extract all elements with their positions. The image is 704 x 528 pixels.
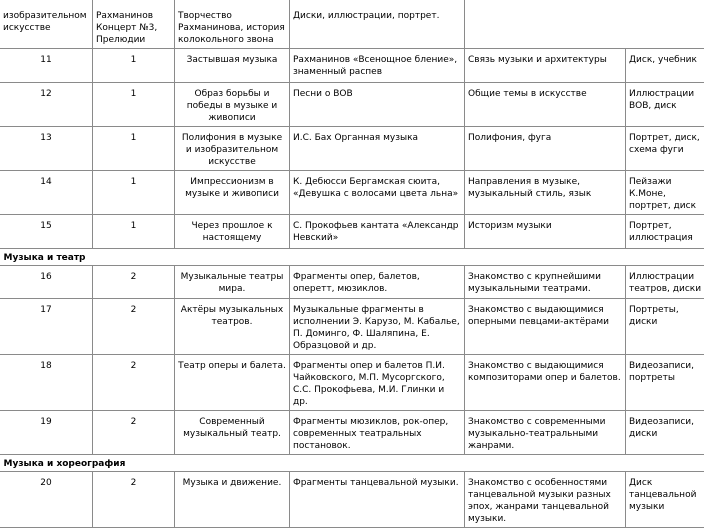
lesson-hours: 2 <box>93 355 175 411</box>
lesson-topic: Импрессионизм в музыке и живописи <box>175 171 290 215</box>
table-row <box>0 355 704 411</box>
lesson-number: 19 <box>0 411 93 455</box>
lesson-connection: Направления в музыке, музыкальный стиль, язык <box>465 171 626 215</box>
lesson-materials: Портрет, диск, схема фуги <box>626 127 704 171</box>
lesson-hours: 1 <box>93 127 175 171</box>
empty-cell <box>465 0 704 49</box>
lesson-materials: Портреты, диски <box>626 299 704 355</box>
lesson-number: 17 <box>0 299 93 355</box>
lesson-number: 16 <box>0 266 93 299</box>
lesson-materials: Диск, учебник <box>626 49 704 83</box>
lesson-number: 15 <box>0 215 93 249</box>
section-title-theatre: Музыка и театр <box>0 249 704 266</box>
lesson-hours: 2 <box>93 299 175 355</box>
lesson-materials: Иллюстрации ВОВ, диск <box>626 83 704 127</box>
lesson-connection: Общие темы в искусстве <box>465 83 626 127</box>
lesson-repertoire: Фрагменты опер, балетов, оперетт, мюзиклов. <box>290 266 465 299</box>
table-row <box>0 83 704 127</box>
table-row <box>0 299 704 355</box>
lesson-connection: Историзм музыки <box>465 215 626 249</box>
lesson-repertoire: Фрагменты танцевальной музыки. <box>290 472 465 528</box>
lesson-materials: Портрет, иллюстрация <box>626 215 704 249</box>
lesson-materials: Видеозаписи, диски <box>626 411 704 455</box>
table-row <box>0 411 704 455</box>
lesson-number: 18 <box>0 355 93 411</box>
lesson-topic: Актёры музыкальных театров. <box>175 299 290 355</box>
lesson-number: 13 <box>0 127 93 171</box>
lesson-topic: Через прошлое к настоящему <box>175 215 290 249</box>
cell-topic-cont: изобразительном искусстве <box>0 0 93 49</box>
table-row <box>0 171 704 215</box>
lesson-connection: Полифония, фуга <box>465 127 626 171</box>
lesson-connection: Знакомство с выдающимися оперными певцами-актёрами <box>465 299 626 355</box>
lesson-topic: Застывшая музыка <box>175 49 290 83</box>
lesson-hours: 1 <box>93 49 175 83</box>
lesson-connection: Знакомство с современными музыкально-театральными жанрами. <box>465 411 626 455</box>
lesson-number: 20 <box>0 472 93 528</box>
lesson-materials: Иллюстрации театров, диски <box>626 266 704 299</box>
lesson-topic: Музыка и движение. <box>175 472 290 528</box>
cell-repertoire-cont: Рахманинов Концерт №3, Прелюдии <box>93 0 175 49</box>
lesson-repertoire: К. Дебюсси Бергамская сюита, «Девушка с волосами цвета льна» <box>290 171 465 215</box>
cell-materials-cont: Диски, иллюстрации, портрет. <box>290 0 465 49</box>
lesson-repertoire: Рахманинов «Всенощное бление», знаменный распев <box>290 49 465 83</box>
lesson-repertoire: Фрагменты опер и балетов П.И. Чайковского, М.П. Мусоргского, С.С. Прокофьева, М.И. Глинки и др. <box>290 355 465 411</box>
lesson-topic: Театр оперы и балета. <box>175 355 290 411</box>
lesson-materials: Пейзажи К.Моне, портрет, диск <box>626 171 704 215</box>
lesson-hours: 1 <box>93 215 175 249</box>
lesson-number: 12 <box>0 83 93 127</box>
lesson-connection: Связь музыки и архитектуры <box>465 49 626 83</box>
lesson-hours: 2 <box>93 266 175 299</box>
table-row <box>0 472 704 528</box>
lesson-hours: 1 <box>93 171 175 215</box>
lesson-repertoire: И.С. Бах Органная музыка <box>290 127 465 171</box>
lesson-connection: Знакомство с крупнейшими музыкальными театрами. <box>465 266 626 299</box>
lesson-repertoire: С. Прокофьев кантата «Александр Невский» <box>290 215 465 249</box>
lesson-number: 14 <box>0 171 93 215</box>
lesson-hours: 2 <box>93 472 175 528</box>
lesson-repertoire: Музыкальные фрагменты в исполнении Э. Карузо, М. Кабалье, П. Доминго, Ф. Шаляпина, Е. Образцовой и др. <box>290 299 465 355</box>
lesson-hours: 2 <box>93 411 175 455</box>
section-row <box>0 455 704 472</box>
lesson-topic: Современный музыкальный театр. <box>175 411 290 455</box>
lesson-repertoire: Фрагменты мюзиклов, рок-опер, современных театральных постановок. <box>290 411 465 455</box>
lesson-connection: Знакомство с выдающимися композиторами опер и балетов. <box>465 355 626 411</box>
section-row <box>0 249 704 266</box>
lesson-connection: Знакомство с особенностями танцевальной музыки разных эпох, жанрами танцевальной музыки. <box>465 472 626 528</box>
table-row <box>0 0 704 49</box>
table-row <box>0 266 704 299</box>
table-row <box>0 215 704 249</box>
lesson-hours: 1 <box>93 83 175 127</box>
cell-theme-cont: Творчество Рахманинова, история колокольного звона <box>175 0 290 49</box>
table-row <box>0 127 704 171</box>
section-title-dance: Музыка и хореография <box>0 455 704 472</box>
lesson-topic: Полифония в музыке и изобразительном искусстве <box>175 127 290 171</box>
lesson-topic: Музыкальные театры мира. <box>175 266 290 299</box>
table-row <box>0 49 704 83</box>
lesson-materials: Видеозаписи, портреты <box>626 355 704 411</box>
lesson-topic: Образ борьбы и победы в музыке и живописи <box>175 83 290 127</box>
lesson-number: 11 <box>0 49 93 83</box>
lesson-materials: Диск танцевальной музыки <box>626 472 704 528</box>
lesson-repertoire: Песни о ВОВ <box>290 83 465 127</box>
